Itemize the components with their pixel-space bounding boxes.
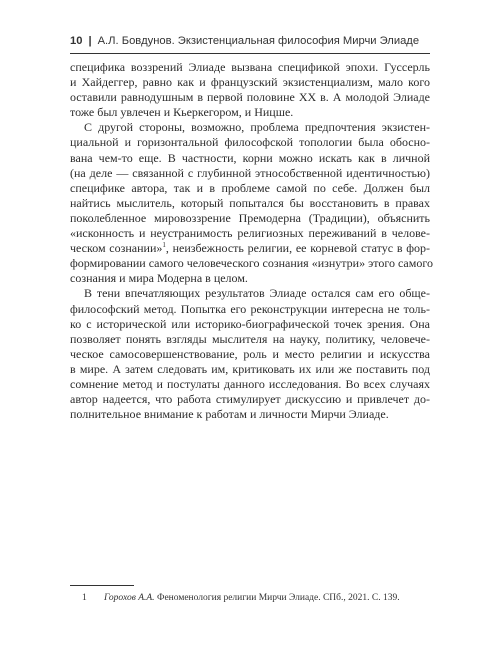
- paragraph-3: [70, 286, 430, 422]
- text-line: (на деле — связанной с глубинной этнособственной идентичностью): [70, 165, 430, 180]
- text-line: ческое самосовершенствование, роль и место религии и искусства: [70, 346, 430, 361]
- text-line: оставили равнодушным в первой половине XX в. А молодой Элиаде: [70, 90, 430, 105]
- text-line: сомнение метод и постулаты данного исследования. Во всех случаях: [70, 376, 430, 391]
- footnote-text: Феноменология религии Мирчи Элиаде. СПб., 2021. С. 139.: [154, 593, 400, 603]
- footnote-marker: 1: [82, 593, 87, 603]
- text-line: автор надеется, что работа стимулирует дискуссию и привлечет до-: [70, 392, 430, 407]
- footnote-reference[interactable]: 1: [162, 241, 166, 250]
- text-line: В тени впечатляющих результатов Элиаде остался сам его обще-: [84, 286, 430, 301]
- header-separator: |: [88, 35, 92, 47]
- text-line: позволяет понять взгляды мыслителя на науку, политику, человече-: [70, 331, 430, 346]
- text-line: в мире. А затем следовать им, критиковать их или же поставить под: [70, 361, 430, 376]
- paragraph-2: [70, 120, 433, 286]
- footnote-author: Горохов А.А.: [104, 593, 155, 603]
- text-line: формировании самого человеческого сознания «изнутри» этого самого: [70, 256, 433, 271]
- text-line-with-footnote: [70, 241, 430, 256]
- header-rule: [70, 53, 430, 54]
- running-header: [70, 31, 430, 51]
- text-line: найтись мыслитель, который попытался бы восстановить в правах: [70, 195, 430, 210]
- running-title: А.Л. Бовдунов. Экзистенциальная философия Мирчи Элиаде: [97, 35, 420, 47]
- text-line: философский метод. Попытка его реконструкции интересна не толь-: [70, 301, 430, 316]
- text-line: ко с исторической или историко-биографической точек зрения. Она: [70, 316, 430, 331]
- text-line: тоже был увлечен и Кьеркегором, и Ницше.: [70, 105, 294, 120]
- footnote-rule: [70, 585, 134, 586]
- text-line: вана чем-то еще. В частности, корни можно искать как в личной: [70, 150, 430, 165]
- text-line: специфике автора, так и в проблеме самой по себе. Должен был: [70, 180, 430, 195]
- paragraph-1: [70, 60, 430, 120]
- page-number: 10: [70, 35, 83, 47]
- text-line: «исконность и неустранимость религиозных переживаний в челове-: [70, 226, 430, 241]
- text-line: полнительное внимание к работам и личности Мирчи Элиаде.: [70, 407, 389, 422]
- text-line: С другой стороны, возможно, проблема предпочтения экзистен-: [84, 120, 430, 135]
- text-line: сознания и мира Модерна в целом.: [70, 271, 248, 286]
- body-text: [70, 60, 433, 422]
- footnote: [70, 592, 430, 605]
- text-fragment: , неизбежность религии, ее корневой статус в фор-: [165, 241, 430, 256]
- text-line: циальной и горизонтальной философской топологии была обосно-: [70, 135, 430, 150]
- text-line: поколебленное мировоззрение Премодерна (Традиции), объяснить: [70, 210, 430, 225]
- text-fragment: ческом сознании»: [70, 241, 163, 256]
- text-line: и Хайдеггер, равно как и французский экзистенциализм, мало кого: [70, 75, 430, 90]
- text-line: специфика воззрений Элиаде вызвана спецификой эпохи. Гуссерль: [70, 60, 430, 74]
